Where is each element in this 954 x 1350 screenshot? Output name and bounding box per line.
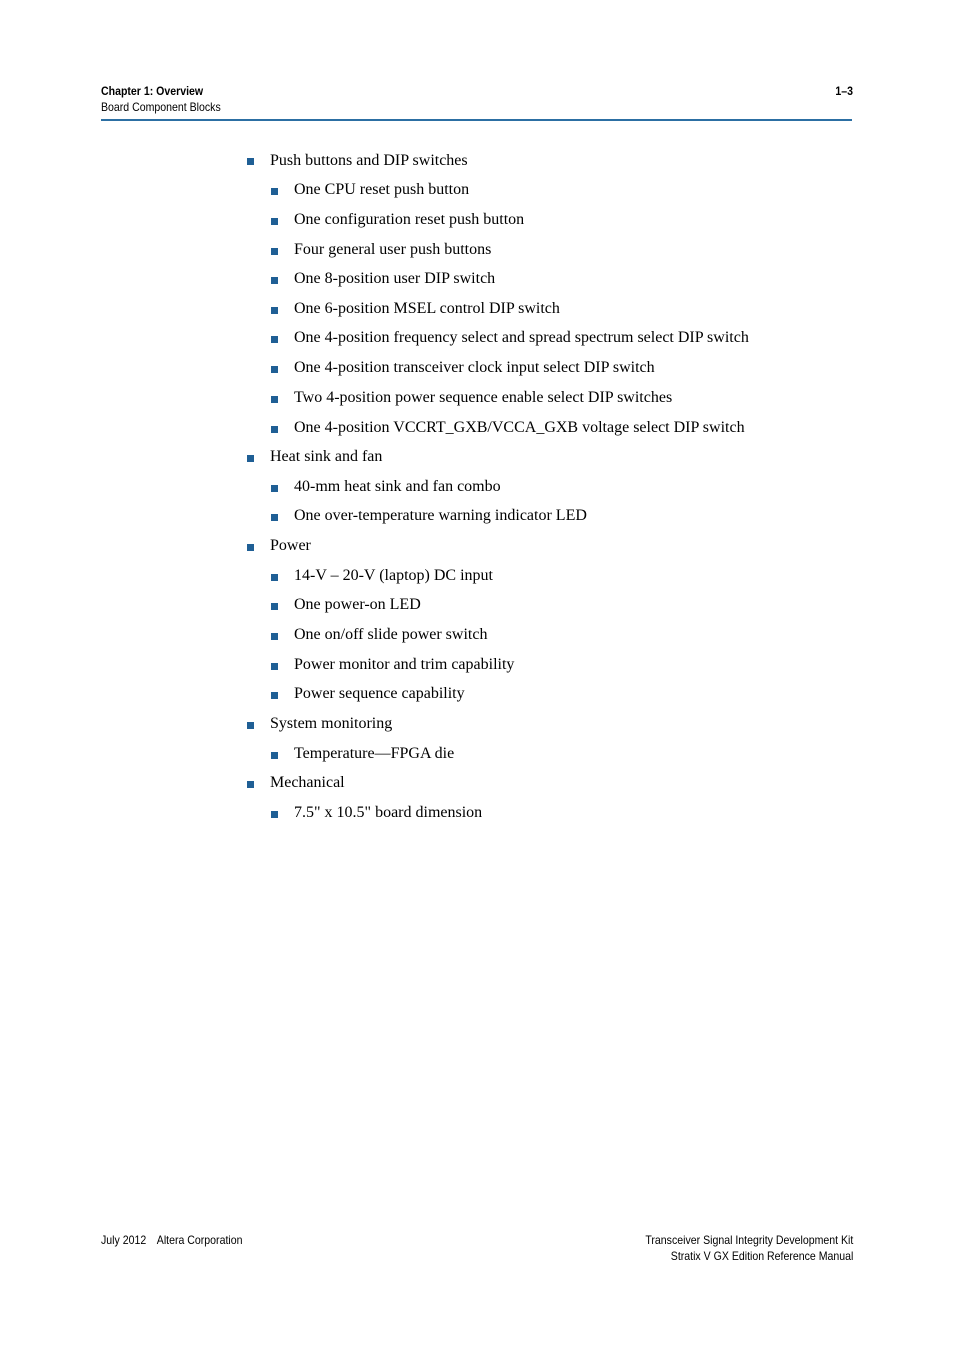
list-item-level1: Mechanical	[270, 774, 345, 791]
footer-company: Altera Corporation	[156, 1233, 243, 1247]
bullet-icon	[247, 455, 254, 462]
list-item-level2: Two 4-position power sequence enable select DIP switches	[294, 389, 673, 406]
list-item-level1: Heat sink and fan	[270, 448, 383, 465]
footer-date: July 2012	[101, 1233, 147, 1247]
list-item-level2: One on/off slide power switch	[294, 626, 488, 643]
bullet-icon	[271, 336, 278, 343]
bullet-icon	[271, 485, 278, 492]
list-item-level1: Power	[270, 537, 311, 554]
bullet-icon	[271, 633, 278, 640]
bullet-icon	[271, 218, 278, 225]
page-number: 1–3	[835, 84, 853, 98]
list-item-level2: 14-V – 20-V (laptop) DC input	[294, 567, 493, 584]
list-item-level2: One configuration reset push button	[294, 211, 525, 228]
bullet-icon	[271, 663, 278, 670]
bullet-icon	[271, 188, 278, 195]
list-item-level2: Power monitor and trim capability	[294, 656, 515, 673]
bullet-icon	[271, 426, 278, 433]
bullet-icon	[271, 811, 278, 818]
list-item-level2: One power-on LED	[294, 596, 421, 613]
chapter-title: Chapter 1: Overview	[101, 84, 204, 98]
bullet-icon	[271, 603, 278, 610]
running-header-left	[101, 83, 221, 115]
footer-doc-title-line2: Stratix V GX Edition Reference Manual	[670, 1249, 853, 1263]
list-item-level2: Temperature—FPGA die	[294, 745, 455, 762]
bullet-icon	[271, 574, 278, 581]
list-item-level2: One CPU reset push button	[294, 181, 470, 198]
bullet-icon	[271, 366, 278, 373]
list-item-level2: One 4-position VCCRT_GXB/VCCA_GXB voltage select DIP switch	[294, 419, 745, 436]
list-item-level1: System monitoring	[270, 715, 393, 732]
list-item-level2: One 8-position user DIP switch	[294, 270, 496, 287]
running-footer-left	[101, 1232, 242, 1248]
bullet-icon	[271, 692, 278, 699]
header-rule	[101, 119, 852, 121]
bullet-icon	[271, 307, 278, 314]
list-item-level2: One 4-position transceiver clock input select DIP switch	[294, 359, 655, 376]
bullet-icon	[247, 722, 254, 729]
list-item-level2: Four general user push buttons	[294, 241, 492, 258]
running-footer-right	[645, 1232, 853, 1264]
running-header-right	[835, 83, 853, 99]
list-item-level2: One over-temperature warning indicator LED	[294, 507, 587, 524]
bullet-icon	[247, 544, 254, 551]
list-item-level1: Push buttons and DIP switches	[270, 152, 468, 169]
bullet-icon	[271, 277, 278, 284]
bullet-icon	[271, 248, 278, 255]
section-title: Board Component Blocks	[101, 100, 221, 114]
list-item-level2: 40-mm heat sink and fan combo	[294, 478, 501, 495]
bullet-icon	[247, 158, 254, 165]
bullet-icon	[271, 752, 278, 759]
list-item-level2: One 6-position MSEL control DIP switch	[294, 300, 560, 317]
bullet-icon	[247, 781, 254, 788]
list-item-level2: One 4-position frequency select and spread spectrum select DIP switch	[294, 329, 749, 346]
footer-doc-title-line1: Transceiver Signal Integrity Development Kit	[645, 1233, 853, 1247]
bullet-icon	[271, 514, 278, 521]
list-item-level2: 7.5" x 10.5" board dimension	[294, 804, 483, 821]
list-item-level2: Power sequence capability	[294, 685, 465, 702]
bullet-icon	[271, 396, 278, 403]
